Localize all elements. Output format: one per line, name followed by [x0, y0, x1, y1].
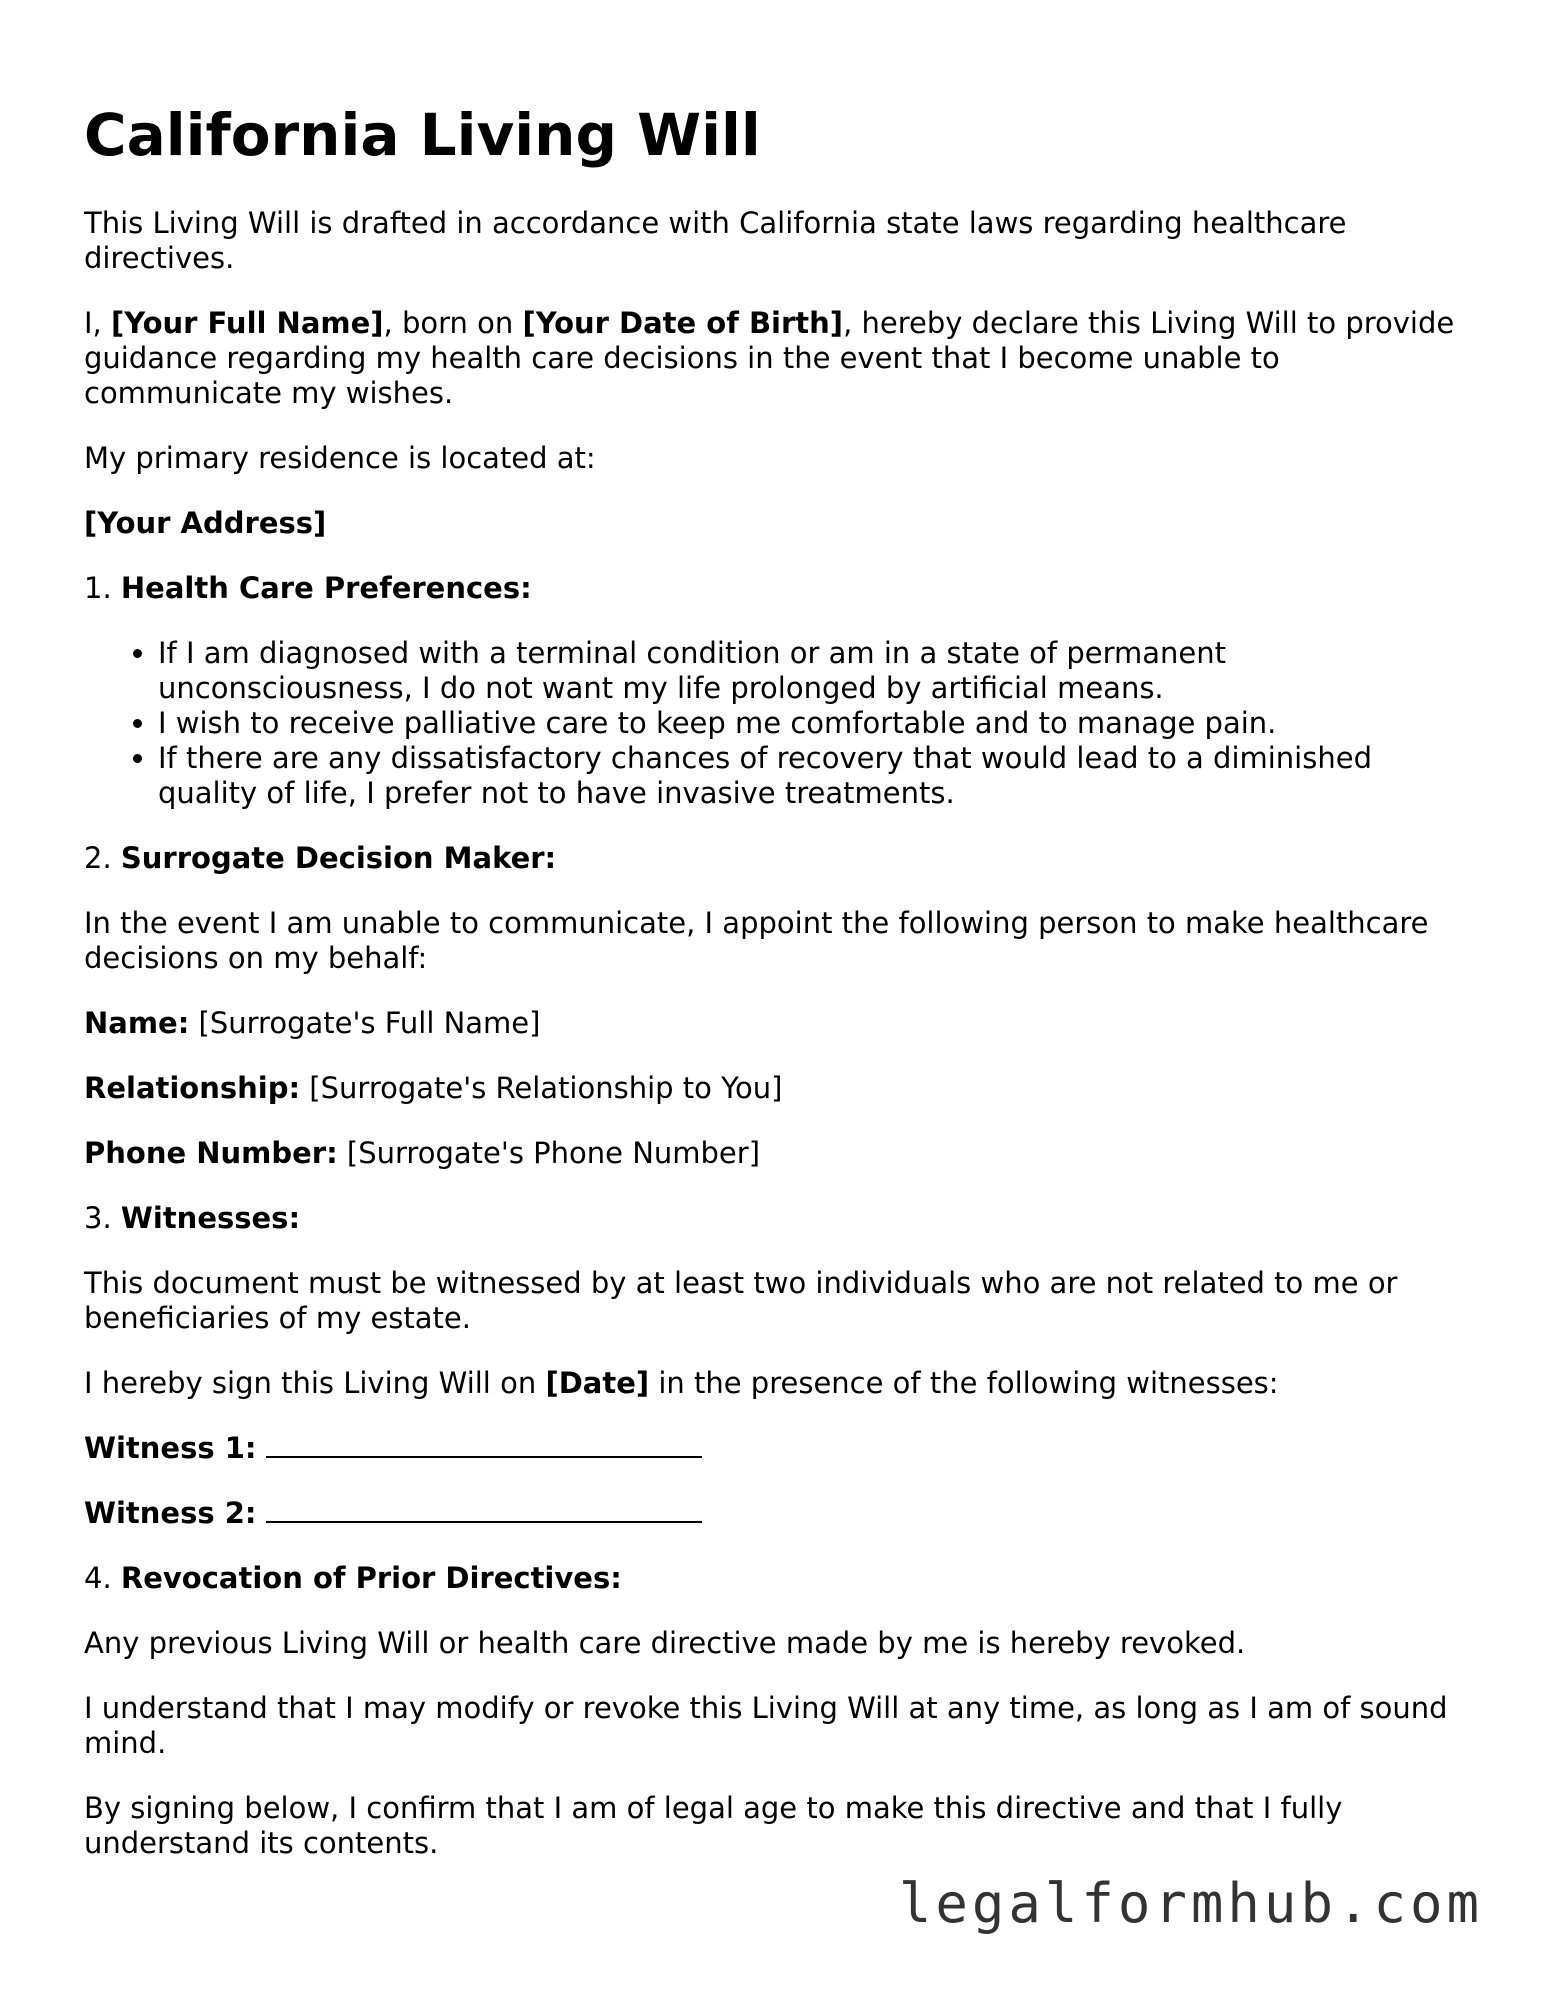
address-placeholder: [Your Address] — [84, 506, 327, 540]
section-1-heading: 1. Health Care Preferences: — [84, 571, 532, 605]
section-2-heading: 2. Surrogate Decision Maker: — [84, 841, 557, 875]
document-title: California Living Will — [84, 101, 761, 169]
revocation-paragraph: Any previous Living Will or health care directive made by me is hereby revoked. — [84, 1626, 1246, 1660]
watermark: legalformhub.com — [898, 1872, 1483, 1935]
surrogate-relationship-line: Relationship: [Surrogate's Relationship to You] — [84, 1071, 783, 1105]
health-care-preferences-list — [84, 636, 1464, 811]
document-page — [84, 100, 1464, 1891]
witness-1-line: Witness 1: — [84, 1431, 1464, 1466]
signing-statement: I hereby sign this Living Will on [Date] in the presence of the following witnesses: — [84, 1366, 1279, 1400]
residence-label: My primary residence is located at: — [84, 441, 596, 475]
witness-requirement: This document must be witnessed by at least two individuals who are not related to me or beneficiaries of my estate. — [84, 1266, 1398, 1335]
address-line — [84, 506, 1464, 541]
date-placeholder: [Date] — [545, 1366, 650, 1400]
witness-2-signature-blank[interactable] — [266, 1497, 702, 1523]
confirmation-paragraph: By signing below, I confirm that I am of legal age to make this directive and that I fully understand its contents. — [84, 1791, 1343, 1860]
list-item: • If there are any dissatisfactory chances of recovery that would lead to a diminished quality of life, I prefer not to have invasive treatments. — [158, 741, 1464, 811]
section-4-heading: 4. Revocation of Prior Directives: — [84, 1561, 622, 1595]
witness-2-line: Witness 2: — [84, 1496, 1464, 1531]
surrogate-phone-line: Phone Number: [Surrogate's Phone Number] — [84, 1136, 761, 1170]
witness-1-signature-blank[interactable] — [266, 1432, 702, 1458]
list-item: • I wish to receive palliative care to keep me comfortable and to manage pain. — [158, 706, 1464, 741]
date-of-birth-placeholder: [Your Date of Birth] — [522, 306, 844, 340]
surrogate-intro: In the event I am unable to communicate, I appoint the following person to make healthcare decisions on my behalf: — [84, 906, 1429, 975]
intro-paragraph: This Living Will is drafted in accordance with California state laws regarding healthcare directives. — [84, 206, 1347, 275]
declaration-paragraph: I, [Your Full Name], born on [Your Date of Birth], hereby declare this Living Will to provide guidance regarding my health care decisions in the event that I become unable to communicate my wishes. — [84, 306, 1455, 410]
list-item: • If I am diagnosed with a terminal condition or am in a state of permanent unconsciousness, I do not want my life prolonged by artificial means. — [158, 636, 1464, 706]
full-name-placeholder: [Your Full Name] — [111, 306, 384, 340]
modification-paragraph: I understand that I may modify or revoke this Living Will at any time, as long as I am of sound mind. — [84, 1691, 1448, 1760]
surrogate-name-line: Name: [Surrogate's Full Name] — [84, 1006, 541, 1040]
section-3-heading: 3. Witnesses: — [84, 1201, 301, 1235]
